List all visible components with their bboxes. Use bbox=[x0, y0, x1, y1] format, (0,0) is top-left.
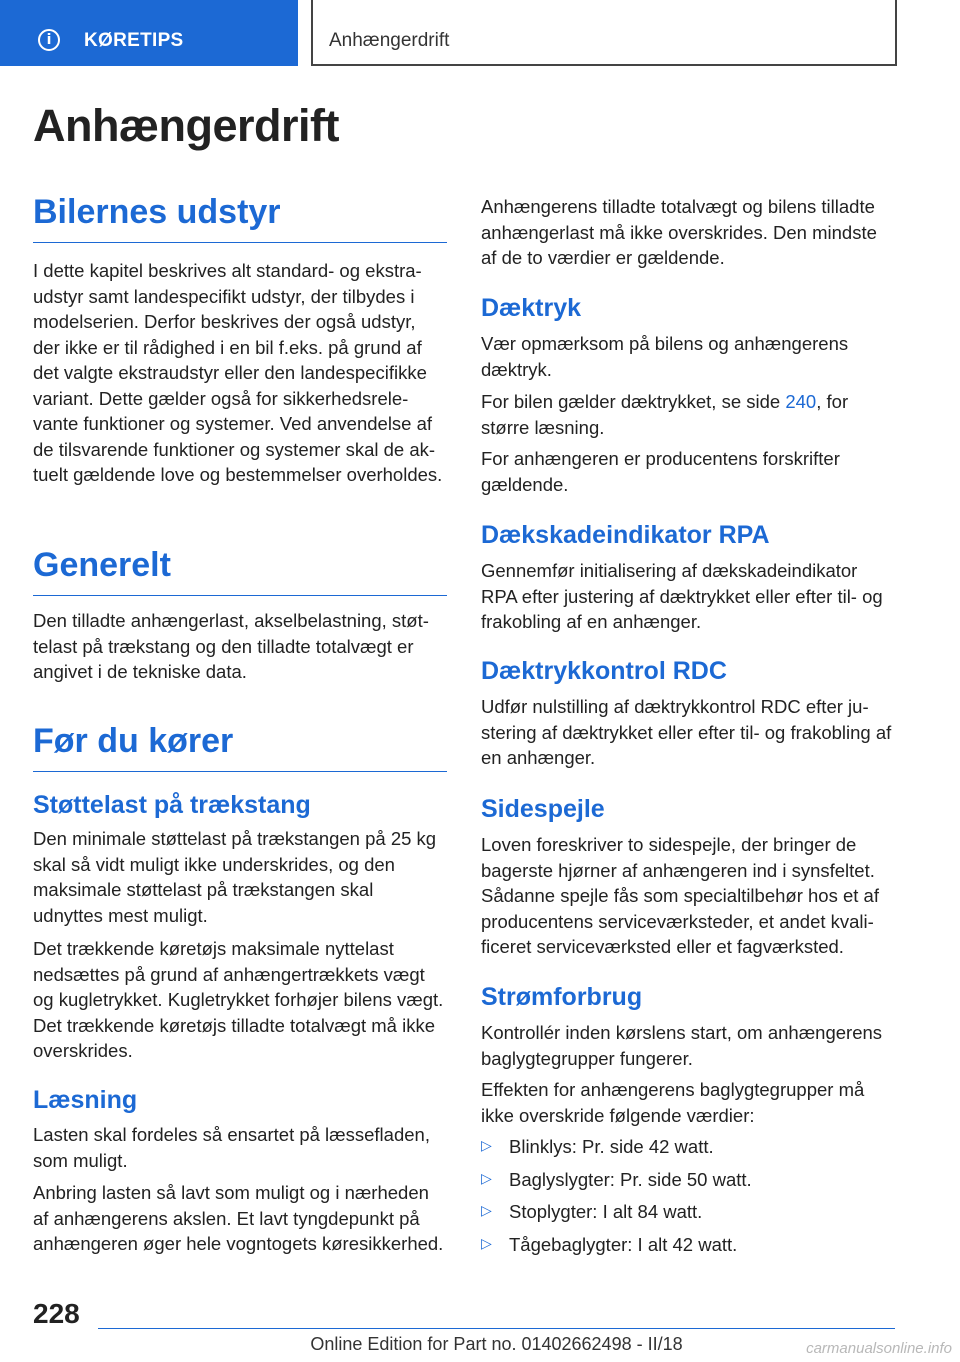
heading-daektryk: Dæktryk bbox=[481, 294, 582, 322]
list-item: ▷ Stoplygter: I alt 84 watt. bbox=[481, 1199, 895, 1232]
footer-divider bbox=[98, 1328, 895, 1329]
paragraph-generelt: Den tilladte anhængerlast, akselbelastning, støttelast på trækstang og den tilladte totalvægt er angivet i de tekniske data. bbox=[33, 610, 429, 682]
paragraph-stroemforbrug-2: Effekten for anhængerens baglygtegrupper må ikke overskride følgende værdier: bbox=[481, 1079, 865, 1126]
paragraph-daektryk-2 bbox=[481, 389, 895, 440]
heading-rdc: Dæktrykkontrol RDC bbox=[481, 657, 727, 685]
heading-sidespejle: Sidespejle bbox=[481, 795, 605, 823]
paragraph-stroemforbrug-1: Kontrollér inden kørslens start, om anhængerens baglygtegrupper fungerer. bbox=[481, 1022, 883, 1069]
section-tab-label: Anhængerdrift bbox=[329, 30, 450, 51]
page-header bbox=[0, 0, 960, 66]
paragraph-daektryk-3: For anhængeren er producentens forskrifter gældende. bbox=[481, 448, 840, 495]
info-icon: i bbox=[38, 29, 60, 51]
heading-generelt: Generelt bbox=[33, 546, 447, 596]
heading-bilernes-udstyr: Bilernes udstyr bbox=[33, 193, 447, 243]
triangle-bullet-icon: ▷ bbox=[481, 1138, 492, 1154]
page-number: 228 bbox=[33, 1298, 80, 1329]
paragraph-sidespejle: Loven foreskriver to sidespejle, der bringer de bagerste hjørner af anhængeren ind i synsfeltet. Sådanne spejle fås som specialtilbehør hos et af producentens serviceværksteder, et andet kvalificeret serviceværksted eller et fagværksted. bbox=[481, 834, 879, 957]
paragraph-stoettelast-1: Den minimale støttelast på trækstangen på 25 kg skal så vidt muligt ikke underskrides, og den maksimale støttelast på trækstangen skal udnyttes mest muligt. bbox=[33, 828, 437, 926]
heading-laesning: Læsning bbox=[33, 1086, 138, 1114]
paragraph-rpa: Gennemfør initialisering af dækskadeindikator RPA efter justering af dæktrykket eller efter til- og frakobling af en anhænger. bbox=[481, 560, 883, 632]
chapter-tab-label: KØRETIPS bbox=[84, 30, 184, 51]
list-item: ▷ Tågebaglygter: I alt 42 watt. bbox=[481, 1232, 895, 1265]
paragraph-daektryk-1: Vær opmærksom på bilens og anhængerens dæktryk. bbox=[481, 333, 849, 380]
triangle-bullet-icon: ▷ bbox=[481, 1170, 492, 1187]
heading-stoettelast: Støttelast på trækstang bbox=[33, 791, 311, 819]
footer-edition: Online Edition for Part no. 01402662498 - II/18 bbox=[310, 1334, 683, 1354]
triangle-bullet-icon: ▷ bbox=[481, 1203, 492, 1219]
page-reference-link[interactable]: 240 bbox=[785, 391, 817, 412]
page-title: Anhængerdrift bbox=[33, 100, 339, 151]
text-daektryk-after: , for større læsning. bbox=[481, 391, 849, 438]
list-item: ▷ Blinklys: Pr. side 42 watt. bbox=[481, 1134, 895, 1167]
text-daektryk-before: For bilen gælder dæktrykket, se side bbox=[481, 391, 786, 412]
triangle-bullet-icon: ▷ bbox=[481, 1235, 492, 1252]
heading-stroemforbrug: Strømforbrug bbox=[481, 983, 643, 1011]
paragraph-stoettelast-2: Det trækkende køretøjs maksimale nyttelast nedsættes på grund af anhængertrækkets vægt og kugletrykket. Kugletrykket forhøjer bilens vægt. Det trækkende køretøjs tilladte totalvægt må ikke overskrides. bbox=[33, 938, 444, 1061]
paragraph-intro: Anhængerens tilladte totalvægt og bilens tilladte anhængerlast må ikke overskrides. Den mindste af de to værdier er gældende. bbox=[481, 196, 877, 268]
wattage-list bbox=[481, 1134, 895, 1264]
watermark: carmanualsonline.info bbox=[806, 1340, 952, 1357]
paragraph-laesning-2: Anbring lasten så lavt som muligt og i nærheden af anhængerens akslen. Et lavt tyngdepunkt på anhængeren øger hele vogntogets køresikkerhed. bbox=[33, 1182, 444, 1254]
chapter-tab bbox=[0, 0, 298, 66]
paragraph-laesning-1: Lasten skal fordeles så ensartet på læssefladen, som muligt. bbox=[33, 1124, 430, 1171]
paragraph-udstyr: I dette kapitel beskrives alt standard- og ekstraudstyr samt landespecifikt udstyr, der tilbydes i modelserien. Derfor beskrives der også udstyr, der ikke er til rådighed i en bil f.eks. på grund af det valgte ekstraudstyr eller den landespecifikke variant. Dette gælder også for sikkerhedsrelevante funktioner og systemer. Ved anvendelse af de tilsvarende funktioner og systemer skal de aktuelt gældende love og bestemmelser overholdes. bbox=[33, 260, 443, 485]
heading-rpa: Dækskadeindikator RPA bbox=[481, 521, 770, 549]
heading-foer-du-koerer: Før du kører bbox=[33, 722, 447, 772]
section-tab bbox=[311, 0, 897, 66]
paragraph-rdc: Udfør nulstilling af dæktrykkontrol RDC efter justering af dæktrykket eller efter til- og frakobling af en anhænger. bbox=[481, 696, 892, 768]
list-item: ▷ Baglyslygter: Pr. side 50 watt. bbox=[481, 1167, 895, 1200]
